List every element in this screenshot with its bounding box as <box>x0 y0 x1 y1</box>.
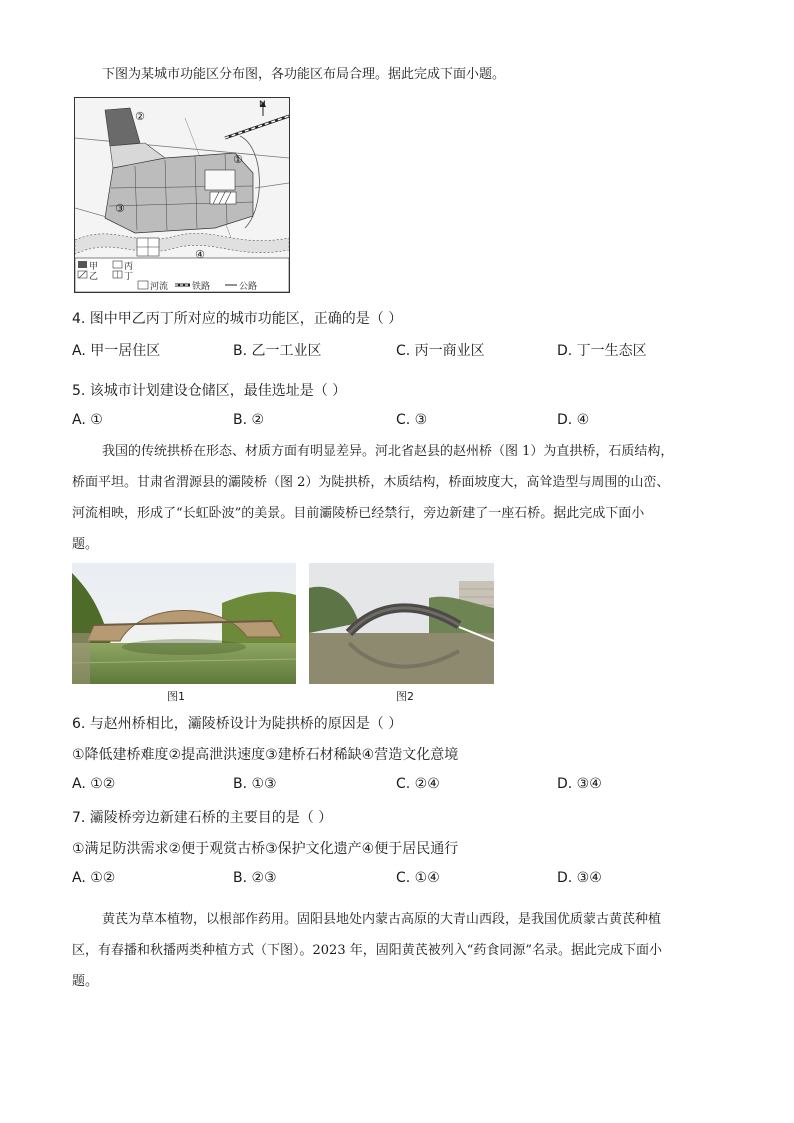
q5-option-c[interactable]: C. ③ <box>396 412 428 428</box>
q5-option-d[interactable]: D. ④ <box>557 412 590 428</box>
q7-option-c[interactable]: C. ①④ <box>396 870 440 886</box>
area-ding <box>137 238 159 256</box>
q7-option-d[interactable]: D. ③④ <box>557 870 602 886</box>
q4-option-c[interactable]: C. 丙一商业区 <box>396 343 485 359</box>
intro-paragraph-2 <box>72 436 722 560</box>
intro-paragraph-1: 下图为某城市功能区分布图，各功能区布局合理。据此完成下面小题。 <box>102 67 506 82</box>
baling-bridge-photo <box>309 563 494 684</box>
legend-road: 公路 <box>239 282 258 292</box>
q6-option-a[interactable]: A. ①② <box>72 776 116 792</box>
q6-option-b[interactable]: B. ①③ <box>233 776 277 792</box>
legend-bing: 丙 <box>124 262 134 272</box>
q5-option-b[interactable]: B. ② <box>233 412 265 428</box>
q7-option-b[interactable]: B. ②③ <box>233 870 277 886</box>
city-function-map <box>74 97 290 293</box>
zhaozhou-bridge-photo <box>72 563 296 684</box>
question-7-stem: 7. 灞陵桥旁边新建石桥的主要目的是（ ） <box>72 810 333 826</box>
legend-jia: 甲 <box>89 262 99 272</box>
question-4-stem: 4. 图中甲乙丙丁所对应的城市功能区，正确的是（ ） <box>72 311 403 327</box>
q5-option-a[interactable]: A. ① <box>72 412 103 428</box>
figure-2-caption: 图2 <box>396 690 414 703</box>
marker-1: ① <box>233 153 243 166</box>
map-drawing <box>75 98 289 292</box>
legend-railway: 铁路 <box>192 282 211 292</box>
q4-option-b[interactable]: B. 乙一工业区 <box>233 343 322 359</box>
q7-option-a[interactable]: A. ①② <box>72 870 116 886</box>
q4-option-d[interactable]: D. 丁一生态区 <box>557 343 647 359</box>
question-7-choices: ①满足防洪需求②便于观赏古桥③保护文化遗产④便于居民通行 <box>72 841 459 857</box>
marker-4: ④ <box>195 248 205 261</box>
question-5-stem: 5. 该城市计划建设仓储区，最佳选址是（ ） <box>72 383 347 399</box>
legend-yi: 乙 <box>89 272 99 282</box>
intro3-line-1: 黄芪为草本植物，以根部作药用。固阳县地处内蒙古高原的大青山西段，是我国优质蒙古黄芪种植 <box>102 912 662 927</box>
legend-river: 河流 <box>150 282 169 292</box>
north-label: N <box>259 100 266 110</box>
q4-option-a[interactable]: A. 甲一居住区 <box>72 343 161 359</box>
intro3-line-3: 题。 <box>72 974 99 989</box>
intro3-line-2: 区，有春播和秋播两类种植方式（下图）。2023 年，固阳黄芪被列入“药食同源”名录。据此完成下面小 <box>72 943 663 958</box>
intro2-line-2: 桥面平坦。甘肃省渭源县的灞陵桥（图 2）为陡拱桥，木质结构，桥面坡度大，高耸造型与周围的山峦、 <box>72 475 670 490</box>
legend-ding: 丁 <box>124 272 134 282</box>
river <box>75 233 289 254</box>
q6-option-d[interactable]: D. ③④ <box>557 776 602 792</box>
intro2-line-3: 河流相映，形成了“长虹卧波”的美景。目前灞陵桥已经禁行，旁边新建了一座石桥。据此完成下面小 <box>72 506 645 521</box>
intro-paragraph-3 <box>72 904 722 997</box>
marker-2: ② <box>135 110 145 123</box>
question-6-stem: 6. 与赵州桥相比，灞陵桥设计为陡拱桥的原因是（ ） <box>72 716 403 732</box>
intro2-line-4: 题。 <box>72 537 99 552</box>
intro2-line-1: 我国的传统拱桥在形态、材质方面有明显差异。河北省赵县的赵州桥（图 1）为直拱桥，石质结构， <box>102 444 674 459</box>
area-bing <box>205 170 235 190</box>
figure-1-caption: 图1 <box>167 690 185 703</box>
marker-3: ③ <box>115 202 125 215</box>
q6-option-c[interactable]: C. ②④ <box>396 776 440 792</box>
question-6-choices: ①降低建桥难度②提高泄洪速度③建桥石材稀缺④营造文化意境 <box>72 747 459 763</box>
area-yi <box>210 192 236 204</box>
